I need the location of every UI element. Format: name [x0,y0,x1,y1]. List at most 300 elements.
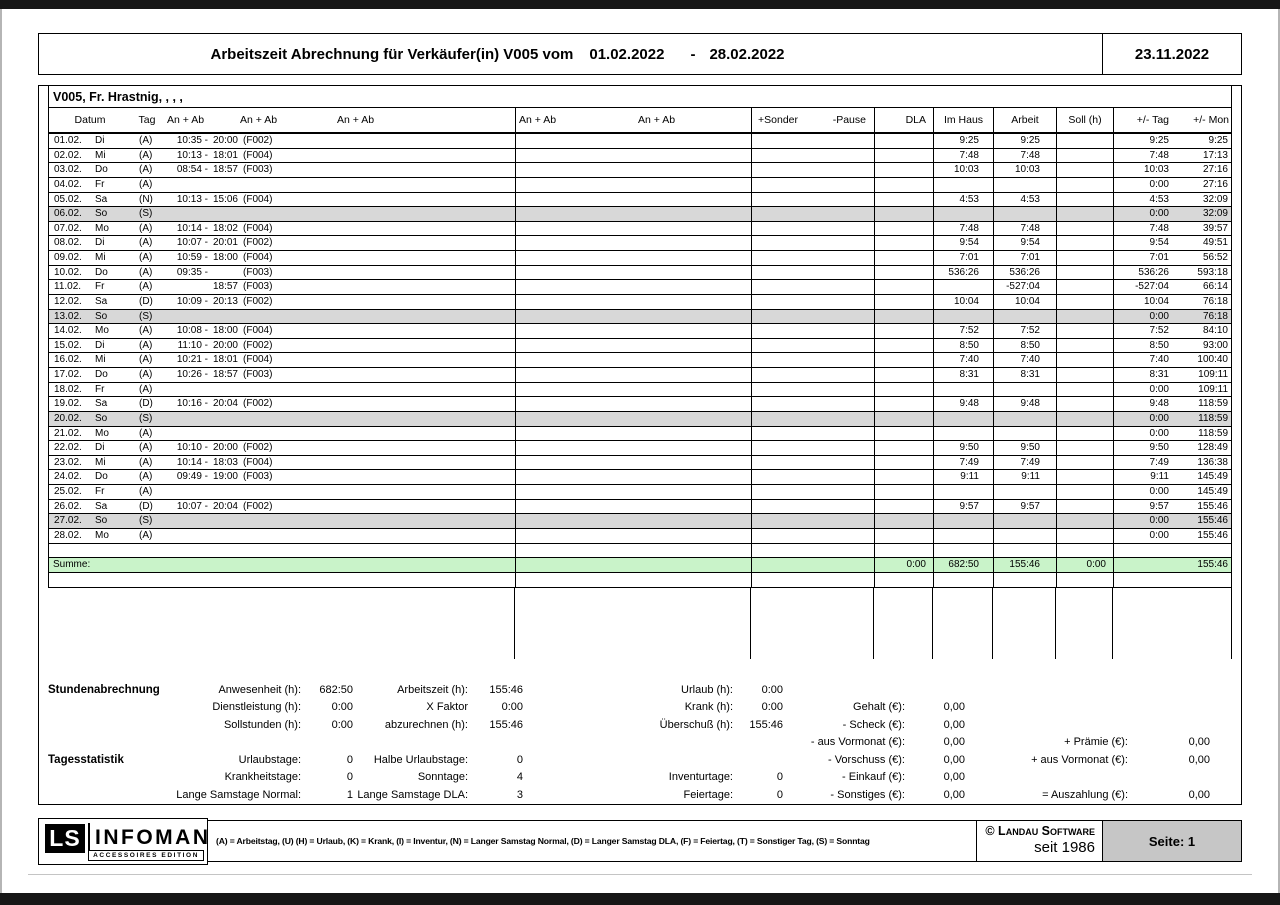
table-row [48,178,1232,193]
column-header-imhaus: Im Haus [933,108,993,132]
soll-cell [1056,353,1113,367]
table-row [48,295,1232,310]
date-value: 15.02. [54,339,82,351]
sonder-pause-cell [751,529,874,543]
time-cell [163,412,239,426]
day-value: Mo [95,427,109,439]
time-cell [163,441,239,455]
summary-label: Gehalt (€): [853,701,905,714]
day-value: Fr [95,383,105,395]
soll-cell [1056,193,1113,207]
dla-cell [874,280,933,294]
summary-value: 0 [776,771,783,784]
summary-label: Krankheitstage: [224,771,301,784]
date-value: 07.02. [54,222,82,234]
diff-month-value: 136:38 [1197,456,1228,468]
time-end [210,207,238,221]
diff-month-value: 49:51 [1202,237,1228,249]
arbeit-cell [993,485,1056,499]
column-header-tag: Tag [138,114,156,126]
summary-label: Sonntage: [417,771,468,784]
diff-cell [1113,236,1231,250]
daytype-cell: (A) [139,354,153,366]
report-title: Arbeitszeit Abrechnung für Verkäufer(in) V005 vom [210,45,574,63]
summary-row [48,786,1232,804]
dla-cell [874,427,933,441]
arbeit-cell [993,207,1056,221]
diff-day-value: 4:53 [1149,193,1169,205]
bottom-bar [0,893,1280,905]
summary-label: + Prämie (€): [1064,736,1128,749]
summary-value: 0 [346,753,353,766]
table-row [48,427,1232,442]
vendor-since: seit 1986 [1034,839,1095,856]
column-header-anab-group2 [515,108,751,132]
report-title-box [38,33,1103,75]
time-start [163,383,208,397]
arbeit-cell: 9:54 [993,236,1056,250]
summary-label: Halbe Urlaubstage: [373,753,468,766]
time-cell [163,485,239,499]
day-value: Mi [95,354,106,366]
anab-extra-cell [515,456,751,470]
fcode-cell: (F003) [243,471,273,483]
summary-label: Lange Samstage DLA: [357,788,468,801]
table-row [48,134,1232,149]
sonder-pause-cell [751,324,874,338]
time-start: 10:14 - [176,222,208,234]
date-value: 20.02. [54,412,82,424]
fcode-cell: (F003) [243,266,273,278]
column-header-datum: Datum [74,114,106,126]
date-cell [49,222,131,236]
time-cell [163,266,239,280]
table-row [48,500,1232,515]
daytype-cell: (A) [139,325,153,337]
summary-label: Inventurtage: [668,771,733,784]
date-value: 02.02. [54,149,82,161]
anab-extra-cell [515,163,751,177]
date-cell [49,295,131,309]
arbeit-cell [993,310,1056,324]
fcode-cell: (F003) [243,281,273,293]
table-row [48,456,1232,471]
table-row [48,310,1232,325]
date-cell [49,397,131,411]
summary-value: 155:46 [489,683,523,696]
time-cell [163,456,239,470]
summary-label: Feiertage: [683,788,733,801]
table-row [48,236,1232,251]
summary-value: 0 [776,788,783,801]
summary-label: Arbeitszeit (h): [397,683,468,696]
column-line [1231,588,1232,659]
summary-value: 4 [516,771,523,784]
anab-extra-cell [515,529,751,543]
anab-extra-cell [515,470,751,484]
time-end [210,529,238,543]
fcode-cell: (F004) [243,354,273,366]
time-start: 10:13 - [176,193,208,205]
day-value: Mi [95,149,106,161]
time-start [163,178,208,192]
time-end [210,266,238,280]
time-cell [163,368,239,382]
diff-month-value: 17:13 [1202,149,1228,161]
daytype-cell: (A) [139,237,153,249]
date-value: 16.02. [54,354,82,366]
soll-cell [1056,529,1113,543]
sonder-pause-cell [751,280,874,294]
time-end [210,412,238,426]
date-value: 08.02. [54,237,82,249]
column-header-sonder: +Sonder [758,114,798,126]
summary-value: 0:00 [331,718,353,731]
diff-cell [1113,193,1231,207]
anab-extra-cell [515,149,751,163]
day-value: Di [95,237,105,249]
diff-cell [1113,134,1231,148]
sonder-pause-cell [751,178,874,192]
summary-label: - aus Vormonat (€): [810,736,905,749]
date-cell [49,236,131,250]
summe-soll: 0:00 [1056,558,1113,572]
anab-extra-cell [515,236,751,250]
diff-cell [1113,266,1231,280]
empty-row [48,573,1232,588]
time-cell [163,134,239,148]
soll-cell [1056,163,1113,177]
summe-arbeit: 155:46 [993,558,1056,572]
day-value: So [95,412,108,424]
diff-month-value: 155:46 [1197,529,1228,541]
imhaus-cell: 9:11 [933,470,993,484]
diff-cell [1113,207,1231,221]
anab-extra-cell [515,383,751,397]
fcode-cell: (F002) [243,237,273,249]
diff-month-value: 32:09 [1202,208,1228,220]
column-header-anab: An + Ab [240,114,278,126]
anab-extra-cell [515,310,751,324]
day-value: Do [95,164,108,176]
arbeit-cell: 7:01 [993,251,1056,265]
time-end: 18:57 [212,164,238,176]
date-value: 09.02. [54,252,82,263]
diff-cell [1113,310,1231,324]
daytype-cell: (A) [139,427,153,439]
day-value: Di [95,135,105,146]
summary-label: Krank (h): [684,701,733,714]
time-cell [163,163,239,177]
daytype-cell: (N) [139,193,153,205]
sonder-pause-cell [751,485,874,499]
date-cell [49,310,131,324]
sonder-pause-cell [751,353,874,367]
fcode-cell: (F002) [243,339,273,351]
time-cell [163,310,239,324]
daytype-cell: (A) [139,486,153,497]
time-cell [163,500,239,514]
fcode-cell: (F003) [243,369,273,380]
arbeit-cell: 8:50 [993,339,1056,353]
time-end [210,178,238,192]
soll-cell [1056,427,1113,441]
dla-cell [874,134,933,148]
arbeit-cell [993,529,1056,543]
anab-extra-cell [515,295,751,309]
dla-cell [874,353,933,367]
table-row [48,514,1232,529]
column-line [992,588,993,659]
time-start: 10:13 - [176,149,208,161]
summary-value: 1 [346,788,353,801]
summary-label: Urlaubstage: [238,753,301,766]
fcode-cell: (F002) [243,442,273,454]
time-end: 18:57 [212,369,238,380]
soll-cell [1056,178,1113,192]
summary-value: 155:46 [489,718,523,731]
daytype-cell: (A) [139,281,153,293]
column-header-arbeit: Arbeit [993,108,1056,132]
diff-cell [1113,251,1231,265]
arbeit-cell [993,178,1056,192]
arbeit-cell: 8:31 [993,368,1056,382]
daytype-cell: (A) [139,149,153,161]
summary-label: Sollstunden (h): [223,718,301,731]
anab-extra-cell [515,500,751,514]
date-cell [49,266,131,280]
imhaus-cell [933,383,993,397]
summary-label: + aus Vormonat (€): [1031,753,1128,766]
page-bottom-divider [28,874,1252,875]
column-line [932,588,933,659]
summary-value: 0,00 [943,771,965,784]
diff-day-value: 9:11 [1150,471,1169,483]
arbeit-cell [993,383,1056,397]
diff-day-value: 0:00 [1149,178,1169,190]
diff-cell [1113,397,1231,411]
diff-day-value: 0:00 [1149,486,1169,497]
imhaus-cell: 7:48 [933,149,993,163]
dla-cell [874,324,933,338]
imhaus-cell: 8:31 [933,368,993,382]
date-value: 06.02. [54,208,82,220]
imhaus-cell [933,207,993,221]
table-row [48,163,1232,178]
time-cell [163,339,239,353]
column-header-anab: An + Ab [519,114,557,126]
day-value: So [95,515,108,527]
summary-value: 155:46 [749,718,783,731]
diff-day-value: 0:00 [1149,310,1169,322]
date-cell [49,383,131,397]
column-line [873,588,874,659]
diff-day-value: 0:00 [1149,412,1169,424]
anab-extra-cell [515,514,751,528]
table-row [48,353,1232,368]
fcode-cell [239,207,515,221]
arbeit-cell: 9:48 [993,397,1056,411]
diff-day-value: 8:31 [1149,369,1169,380]
page-edge-left [0,9,2,894]
column-line [514,588,515,659]
dla-cell [874,412,933,426]
arbeit-cell: 9:11 [993,470,1056,484]
imhaus-cell [933,178,993,192]
diff-day-value: 9:25 [1149,135,1169,146]
imhaus-cell: 9:50 [933,441,993,455]
diff-day-value: 7:40 [1149,354,1169,366]
imhaus-cell: 536:26 [933,266,993,280]
imhaus-cell: 7:49 [933,456,993,470]
daytype-cell: (A) [139,135,153,146]
imhaus-cell: 7:40 [933,353,993,367]
daytype-cell: (S) [139,208,153,220]
column-header-diff-mon: +/- Mon [1193,114,1229,126]
table-row [48,339,1232,354]
soll-cell [1056,456,1113,470]
summary-value: 0,00 [943,701,965,714]
summary-label: Dienstleistung (h): [212,701,301,714]
diff-day-value: -527:04 [1135,281,1169,293]
daytype-cell: (S) [139,515,153,527]
imhaus-cell [933,427,993,441]
fcode-cell: (F002) [243,135,273,146]
table-row [48,485,1232,500]
sonder-pause-cell [751,383,874,397]
column-header-soll: Soll (h) [1056,108,1113,132]
date-cell [49,441,131,455]
day-value: Mi [95,456,106,468]
dla-cell [874,339,933,353]
sonder-pause-cell [751,368,874,382]
day-value: Fr [95,486,105,497]
diff-month-value: 145:49 [1197,486,1228,497]
diff-cell [1113,412,1231,426]
time-start: 08:54 - [176,164,208,176]
table-row [48,193,1232,208]
time-cell [163,529,239,543]
time-cell [163,514,239,528]
table-row [48,280,1232,295]
anab-extra-cell [515,412,751,426]
anab-extra-cell [515,207,751,221]
arbeit-cell: 7:40 [993,353,1056,367]
dla-cell [874,222,933,236]
fcode-cell: (F004) [243,222,273,234]
anab-extra-cell [515,251,751,265]
date-value: 22.02. [54,442,82,454]
anab-extra-cell [515,485,751,499]
table-row [48,266,1232,281]
vendor-name: © Landau Software [985,824,1095,838]
soll-cell [1056,383,1113,397]
summary-value: 0,00 [1188,736,1210,749]
summary-value: 0 [516,753,523,766]
summary-label: = Auszahlung (€): [1042,788,1128,801]
fcode-cell: (F004) [243,149,273,161]
arbeit-cell: 10:03 [993,163,1056,177]
table-body [48,134,1232,544]
time-start: 10:07 - [176,237,208,249]
summary-label: X Faktor [426,701,468,714]
diff-month-value: 32:09 [1202,193,1228,205]
day-value: So [95,208,108,220]
day-value: Mo [95,529,109,541]
dla-cell [874,529,933,543]
column-lines-area [48,588,1232,659]
day-value: Fr [95,281,105,293]
time-end: 18:01 [212,354,238,366]
table-row [48,207,1232,222]
fcode-cell: (F004) [243,252,273,263]
diff-month-value: 76:18 [1202,295,1228,307]
arbeit-cell [993,427,1056,441]
anab-extra-cell [515,193,751,207]
fcode-cell [239,178,515,192]
time-end: 18:00 [212,325,238,337]
date-value: 27.02. [54,515,82,527]
anab-extra-cell [515,427,751,441]
dla-cell [874,310,933,324]
fcode-cell [239,485,515,499]
diff-day-value: 7:52 [1149,325,1169,337]
footer-logo [38,818,211,865]
date-value: 10.02. [54,266,82,278]
time-start: 10:21 - [176,354,208,366]
time-end: 18:01 [212,149,238,161]
summe-row [48,558,1232,573]
summe-mon: 155:46 [1197,559,1228,571]
sonder-pause-cell [751,251,874,265]
time-cell [163,251,239,265]
time-cell [163,470,239,484]
page-number: Seite: 1 [1102,820,1242,862]
summary-value: 0,00 [943,788,965,801]
soll-cell [1056,310,1113,324]
time-end: 18:00 [212,252,238,263]
time-cell [163,207,239,221]
arbeit-cell: 9:50 [993,441,1056,455]
ls-logo-icon: LS [45,824,85,853]
date-value: 21.02. [54,427,82,439]
soll-cell [1056,280,1113,294]
dla-cell [874,470,933,484]
dla-cell [874,251,933,265]
date-value: 13.02. [54,310,82,322]
daytype-cell: (A) [139,369,153,380]
day-value: Sa [95,295,108,307]
time-end: 19:00 [212,471,238,483]
diff-month-value: 593:18 [1197,266,1228,278]
timesheet-box [38,85,1242,805]
time-end: 20:00 [212,442,238,454]
time-start: 11:10 - [177,339,208,351]
time-start: 10:10 - [176,442,208,454]
arbeit-cell: 10:04 [993,295,1056,309]
arbeit-cell: 4:53 [993,193,1056,207]
date-cell [49,193,131,207]
dla-cell [874,485,933,499]
dla-cell [874,500,933,514]
date-value: 28.02. [54,529,82,541]
dla-cell [874,193,933,207]
imhaus-cell: 7:48 [933,222,993,236]
summary-row [48,734,1232,752]
daytype-cell: (A) [139,222,153,234]
arbeit-cell: 9:57 [993,500,1056,514]
empty-row [48,544,1232,559]
